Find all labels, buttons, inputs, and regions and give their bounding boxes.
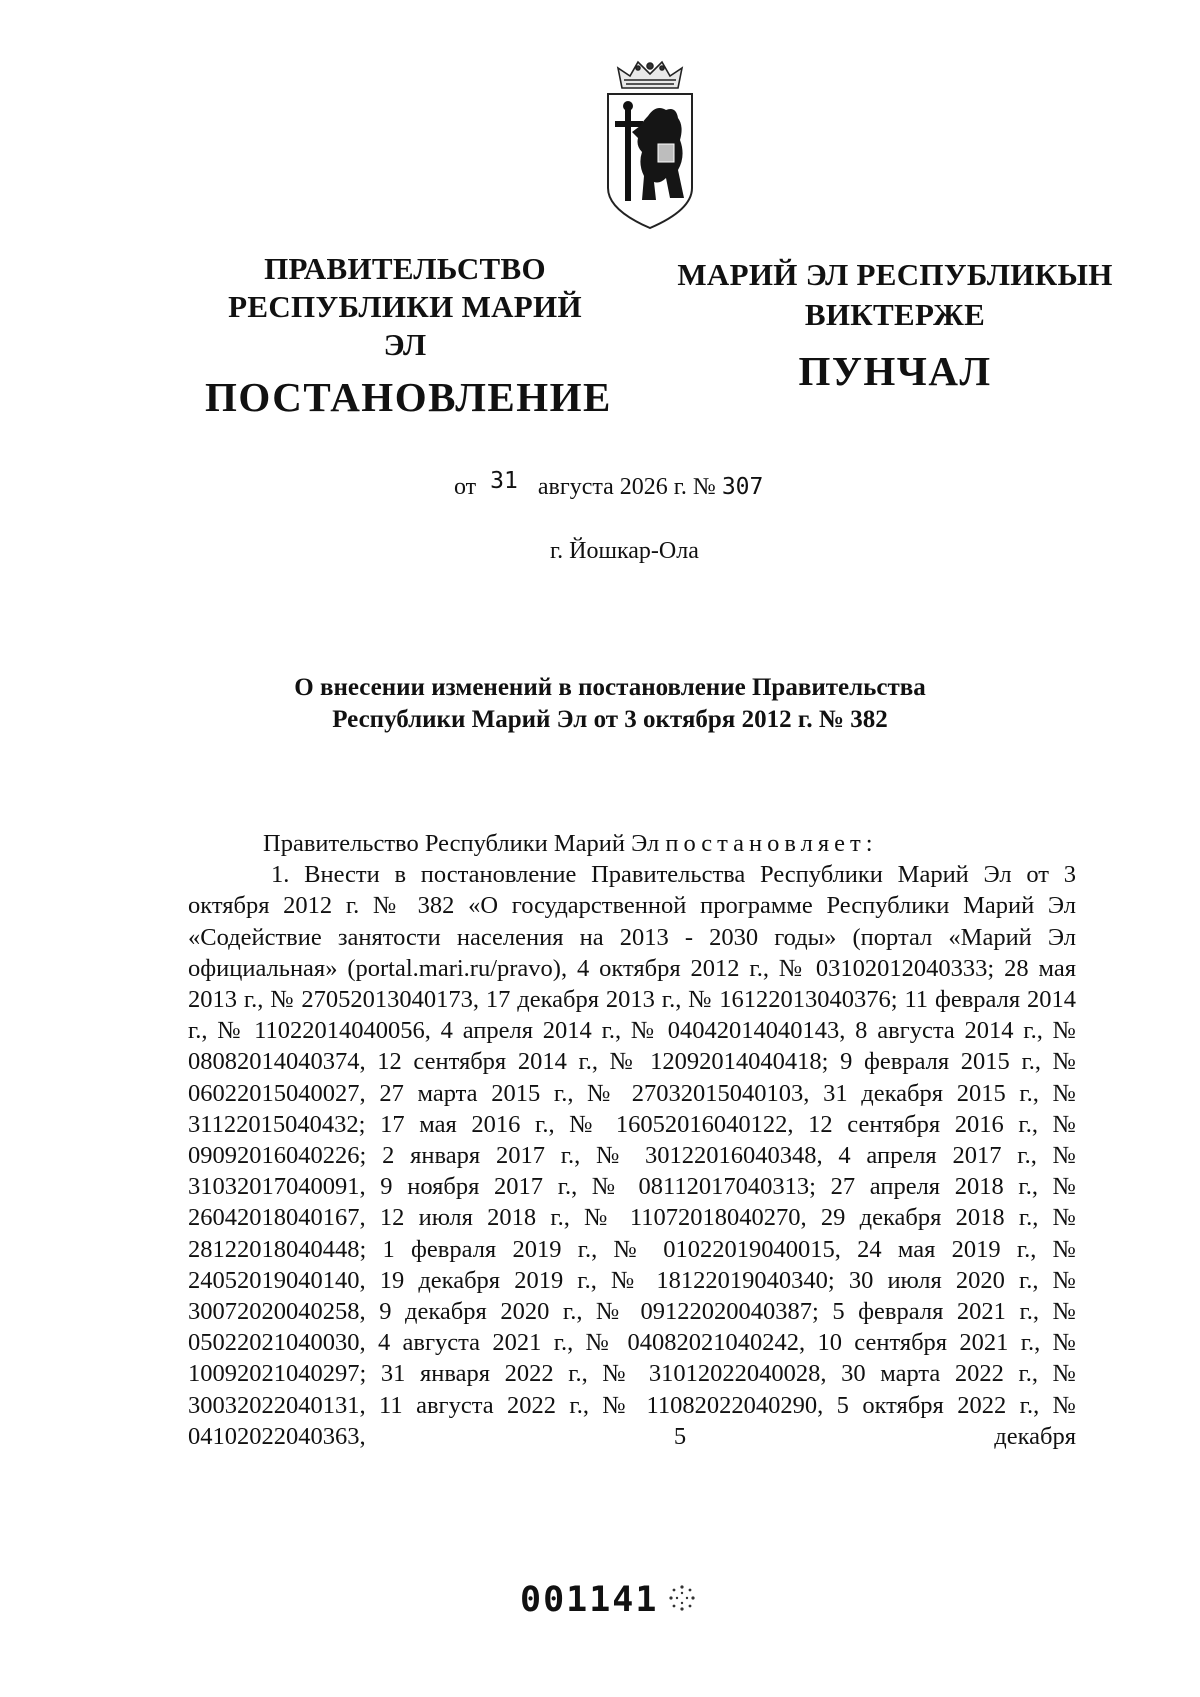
title-line2: Республики Марий Эл от 3 октября 2012 г. № 382 [332,706,888,733]
date-line [454,468,764,501]
document-number-handwritten: 307 [721,474,764,500]
date-day: 31 [490,468,518,494]
doc-type-ru: ПОСТАНОВЛЕНИЕ [205,374,612,420]
preamble-text: Правительство Республики Марий Эл [263,830,660,857]
preamble-verb: постановляет: [665,830,878,857]
paragraph-1: 1. Внести в постановление Правительства Республики Марий Эл от 3 октября 2012 г. № 382 «О государственной программе Республики Марий Эл «Содействие занятости населения на 2013 - 2030 годы» (портал «Марий Эл официальная» (portal.mari.ru/pravo), 4 октября 2012 г., № 03102012040333; 28 мая 2013 г., № 27052013040173, 17 декабря 2013 г., № 16122013040376; 11 февраля 2014 г., № 11022014040056, 4 апреля 2014 г., № 04042014040143, 8 августа 2014 г., № 08082014040374, 12 сентября 2014 г., № 12092014040418; 9 февраля 2015 г., № 06022015040027, 27 марта 2015 г., № 27032015040103, 31 декабря 2015 г., № 31122015040432; 17 мая 2016 г., № 16052016040122, 12 сентября 2016 г., № 09092016040226; 2 января 2017 г., № 30122016040348, 4 апреля 2017 г., № 31032017040091, 9 ноября 2017 г., № 08112017040313; 27 апреля 2018 г., № 26042018040167, 12 июля 2018 г., № 11072018040270, 29 декабря 2018 г., № 28122018040448; 1 февраля 2019 г., № 01022019040015, 24 мая 2019 г., № 24052019040140, 19 декабря 2019 г., № 18122019040340; 30 июля 2020 г., № 30072020040258, 9 декабря 2020 г., № 09122020040387; 5 февраля 2021 г., № 05022021040030, 4 августа 2021 г., № 04082021040242, 10 сентября 2021 г., № 10092021040297; 31 января 2022 г., № 31012022040028, 30 марта 2022 г., № 30032022040131, 11 августа 2022 г., № 11082022040290, 5 октября 2022 г., № 04102022040363, 5 декабря [188,861,1076,1450]
issuer-mari-line2: ВИКТЕРЖЕ [804,297,986,332]
issuer-ru-line1: ПРАВИТЕЛЬСТВО [264,251,546,286]
coat-of-arms-emblem [604,60,696,232]
dotted-star-icon [668,1584,696,1612]
doc-type-mari: ПУНЧАЛ [798,348,992,394]
title-line1: О внесении изменений в постановление Правительства [294,674,926,701]
issuer-ru-line2: РЕСПУБЛИКИ МАРИЙ ЭЛ [228,289,582,362]
issuer-mari-line1: МАРИЙ ЭЛ РЕСПУБЛИКЫН [677,257,1113,292]
issuer-ru-block [205,250,612,420]
document-title [210,672,1010,736]
date-month-year: августа 2026 г. № [537,474,716,500]
crown-icon [618,62,682,88]
document-serial-number: 001141 [520,1580,659,1620]
city-line: г. Йошкар-Ола [550,538,699,564]
document-body [188,828,1076,1452]
preamble [188,828,1076,859]
date-prefix: от [454,474,477,500]
issuer-mari-block [675,255,1115,394]
